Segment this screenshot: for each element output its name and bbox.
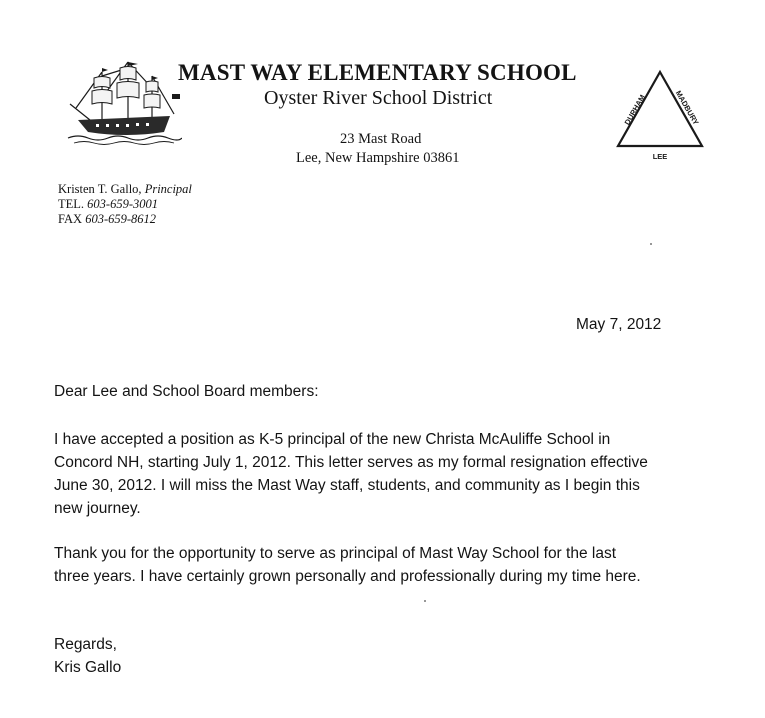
- school-address: [296, 130, 476, 168]
- paragraph-line: three years. I have certainly grown personally and professionally during my time here.: [54, 568, 641, 585]
- paragraph-line: I have accepted a position as K-5 principal of the new Christa McAuliffe School in: [54, 431, 611, 448]
- logo-label-durham: DURHAM: [622, 93, 648, 127]
- address-street: 23 Mast Road: [340, 131, 422, 147]
- paragraph-line: Concord NH, starting July 1, 2012. This letter serves as my formal resignation effective: [54, 454, 648, 471]
- principal-contact-block: [58, 182, 192, 227]
- closing-phrase: Regards,: [54, 636, 117, 653]
- triangle-towns-logo: [610, 64, 710, 166]
- signature-name: Kris Gallo: [54, 659, 122, 676]
- body-paragraph-1: [54, 428, 648, 520]
- tel-label: TEL.: [58, 197, 85, 211]
- letter-date: May 7, 2012: [576, 316, 662, 333]
- scan-speck: [650, 243, 652, 245]
- body-paragraph-2: [54, 542, 641, 588]
- school-name: MAST WAY ELEMENTARY SCHOOL: [178, 60, 577, 85]
- district-name: Oyster River School District: [264, 87, 493, 109]
- address-city-state-zip: Lee, New Hampshire 03861: [296, 150, 460, 166]
- salutation: Dear Lee and School Board members:: [54, 383, 319, 400]
- paragraph-line: June 30, 2012. I will miss the Mast Way staff, students, and community as I begin this: [54, 477, 640, 494]
- principal-title: Principal: [144, 182, 192, 196]
- logo-label-lee: LEE: [652, 152, 668, 161]
- fax-number: 603-659-8612: [85, 212, 157, 226]
- paragraph-line: Thank you for the opportunity to serve as principal of Mast Way School for the last: [54, 545, 617, 562]
- scan-speck: [424, 600, 426, 602]
- paragraph-line: new journey.: [54, 500, 141, 517]
- tel-line: [58, 197, 192, 212]
- principal-name: Kristen T. Gallo,: [58, 182, 142, 196]
- principal-line: [58, 182, 192, 197]
- letter-closing: [54, 633, 121, 679]
- logo-label-madbury: MADBURY: [673, 89, 701, 127]
- fax-label: FAX: [58, 212, 83, 226]
- tel-number: 603-659-3001: [87, 197, 158, 211]
- fax-line: [58, 212, 192, 227]
- sailing-ship-icon: [66, 58, 182, 148]
